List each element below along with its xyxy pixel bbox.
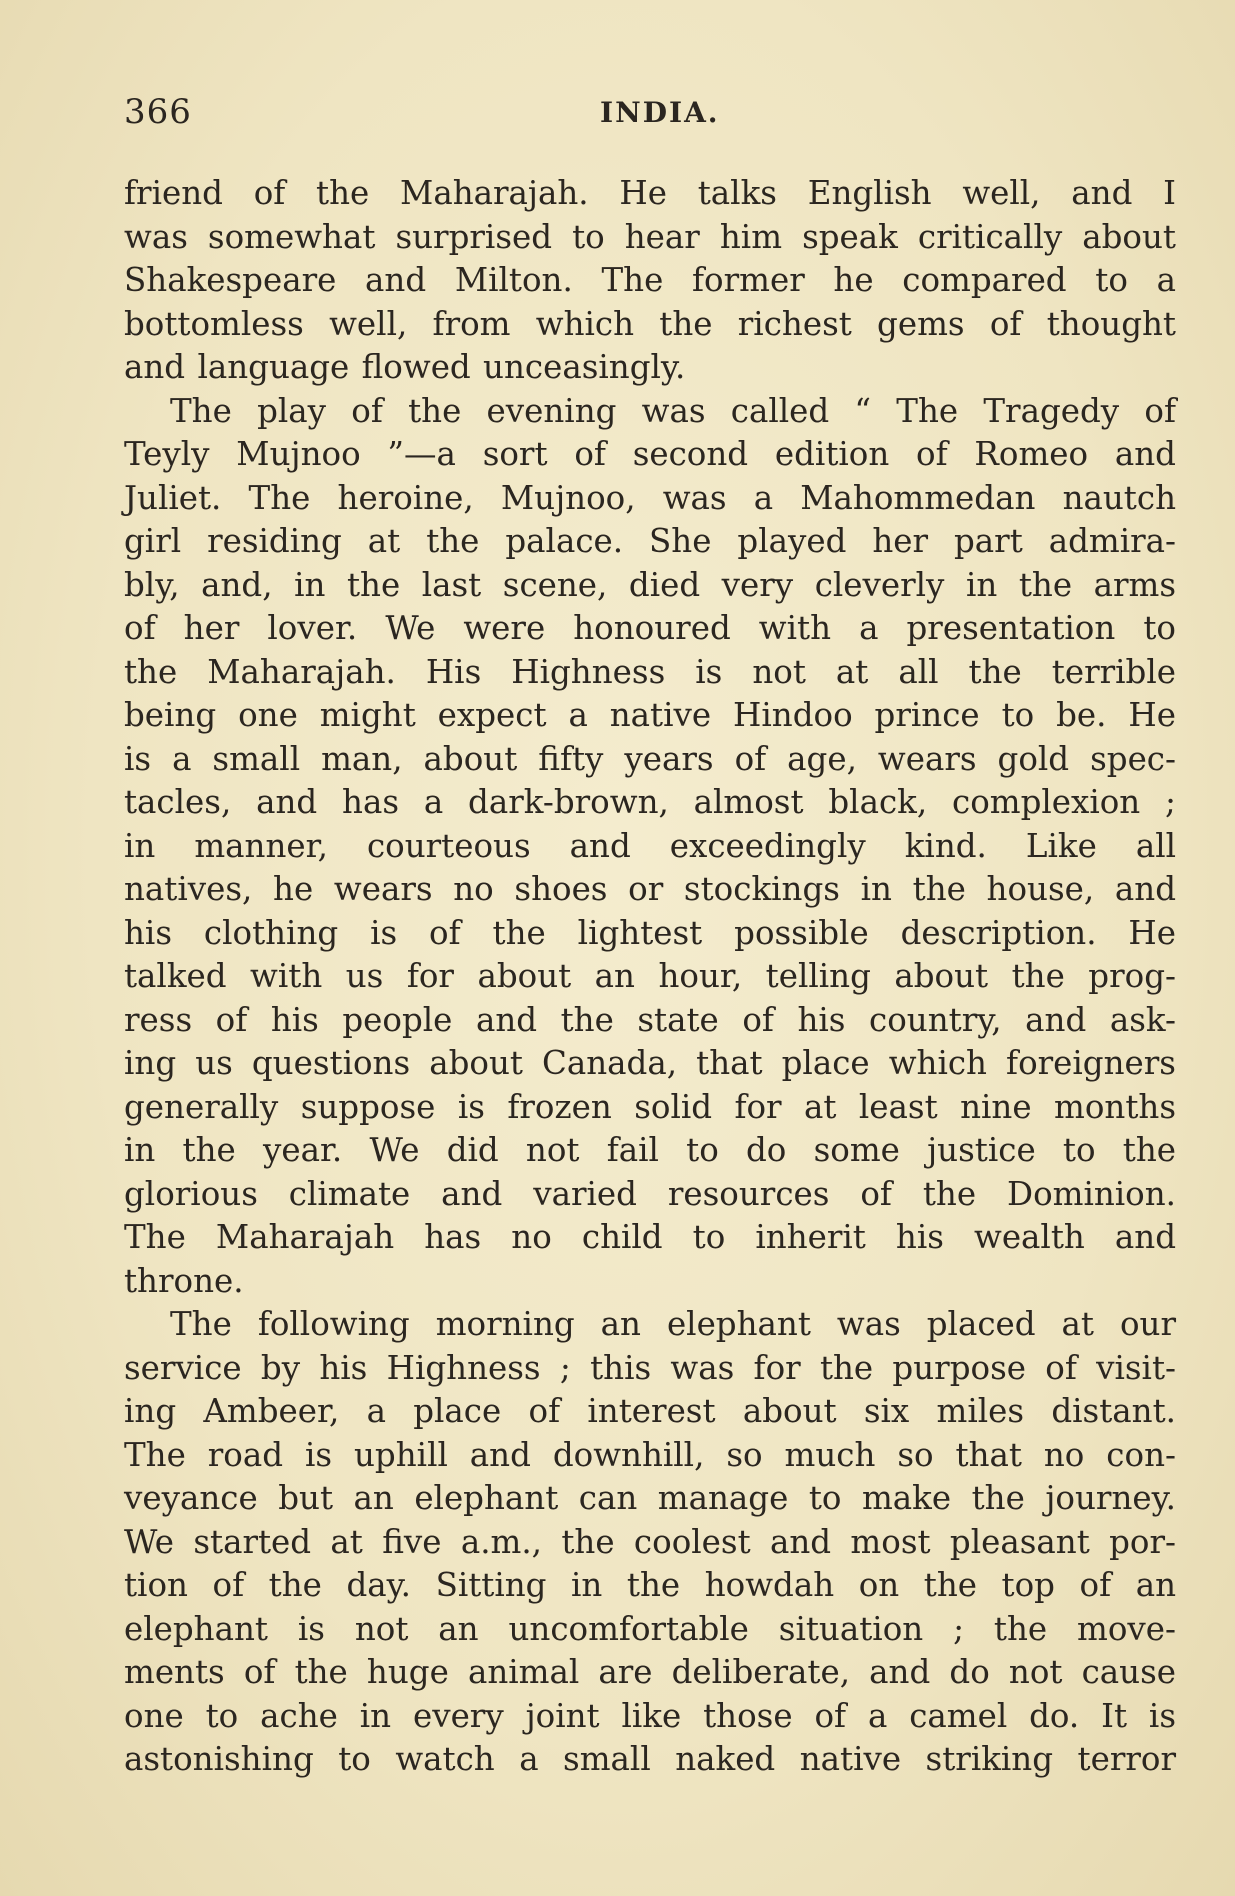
- text-line: ing Ambeer, a place of interest about six miles distant.: [124, 1392, 1176, 1430]
- text-line: tacles, and has a dark-brown, almost black, complexion ;: [124, 783, 1176, 821]
- text-line: The play of the evening was called “ The Tragedy of: [170, 391, 1176, 430]
- text-line: Teyly Mujnoo ”—a sort of second edition of Romeo and: [124, 435, 1176, 473]
- text-line: friend of the Maharajah. He talks English well, and I: [124, 174, 1176, 212]
- text-line: the Maharajah. His Highness is not at all the terrible: [124, 652, 1176, 691]
- text-line: being one might expect a native Hindoo prince to be. He: [124, 696, 1176, 734]
- text-line: bottomless well, from which the richest gems of thought: [124, 304, 1176, 343]
- text-line: in the year. We did not fail to do some justice to the: [124, 1131, 1176, 1169]
- text-line: bly, and, in the last scene, died very cleverly in the arms: [124, 565, 1176, 604]
- text-line: and language flowed unceasingly.: [124, 348, 686, 386]
- text-line: one to ache in every joint like those of a camel do. It is: [124, 1696, 1176, 1735]
- text-line: tion of the day. Sitting in the howdah on the top of an: [124, 1566, 1176, 1604]
- text-line: elephant is not an uncomfortable situation ; the move-: [124, 1609, 1176, 1648]
- text-line: girl residing at the palace. She played her part admira-: [124, 522, 1176, 560]
- text-line: in manner, courteous and exceedingly kind. Like all: [124, 826, 1176, 865]
- text-line: is a small man, about fifty years of age, wears gold spec-: [124, 739, 1176, 778]
- page-number: 366: [124, 92, 192, 132]
- text-line: Shakespeare and Milton. The former he compared to a: [124, 261, 1176, 299]
- text-line: The Maharajah has no child to inherit his wealth and: [124, 1218, 1176, 1256]
- text-line: service by his Highness ; this was for the purpose of visit-: [124, 1348, 1176, 1387]
- text-line: glorious climate and varied resources of the Dominion.: [124, 1174, 1176, 1213]
- text-line: ress of his people and the state of his country, and ask-: [124, 1000, 1176, 1039]
- text-line: The following morning an elephant was placed at our: [170, 1305, 1176, 1343]
- text-line: We started at five a.m., the coolest and most pleasant por-: [124, 1522, 1176, 1561]
- text-line: ing us questions about Canada, that place which foreigners: [124, 1044, 1176, 1082]
- text-line: ments of the huge animal are deliberate, and do not cause: [124, 1653, 1176, 1691]
- text-line: astonishing to watch a small naked native striking terror: [124, 1740, 1176, 1778]
- text-line: veyance but an elephant can manage to make the journey.: [124, 1479, 1176, 1517]
- body-text: [124, 172, 1176, 1782]
- text-line: talked with us for about an hour, telling about the prog-: [124, 957, 1176, 995]
- text-line: Juliet. The heroine, Mujnoo, was a Mahommedan nautch: [124, 478, 1176, 517]
- text-line: was somewhat surprised to hear him speak critically about: [124, 217, 1176, 256]
- text-line: throne.: [124, 1261, 244, 1300]
- running-title: INDIA.: [600, 96, 720, 129]
- text-line: generally suppose is frozen solid for at least nine months: [124, 1087, 1176, 1126]
- running-head: [124, 92, 1176, 132]
- text-line: his clothing is of the lightest possible description. He: [124, 913, 1176, 952]
- text-line: The road is uphill and downhill, so much so that no con-: [124, 1435, 1176, 1474]
- text-line: natives, he wears no shoes or stockings in the house, and: [124, 870, 1176, 908]
- text-line: of her lover. We were honoured with a presentation to: [124, 609, 1176, 647]
